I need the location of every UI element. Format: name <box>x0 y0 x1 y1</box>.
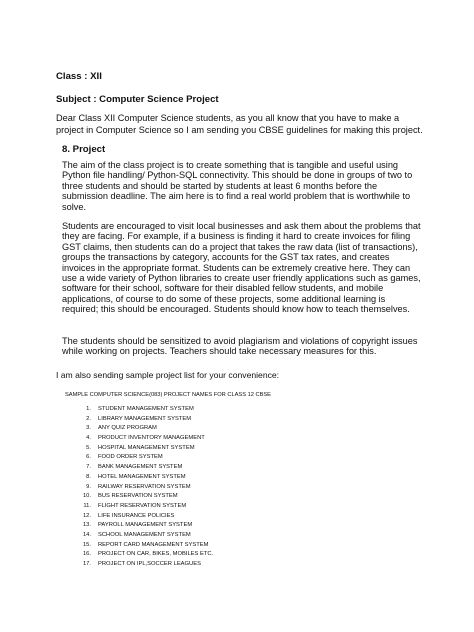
list-item <box>77 531 213 541</box>
list-item-number: 15. <box>82 541 91 548</box>
list-item-number: 17. <box>82 561 91 567</box>
list-item <box>77 453 213 463</box>
list-item <box>77 492 213 502</box>
list-item <box>77 463 213 473</box>
list-item-label: HOTEL MANAGEMENT SYSTEM <box>98 473 186 480</box>
list-item-label: REPORT CARD MANAGEMENT SYSTEM <box>98 541 209 548</box>
list-item-label: BUS RESERVATION SYSTEM <box>98 493 178 500</box>
list-item-number: 11. <box>83 502 91 509</box>
list-item-number: 14. <box>82 531 91 538</box>
list-item-number: 6. <box>86 454 91 461</box>
list-item-label: LIBRARY MANAGEMENT SYSTEM <box>98 415 192 422</box>
project-paragraph-encouragement: Students are encouraged to visit local businesses and ask them about the problems that they are facing. For example, if a business is finding it hard to create invoices for filing GST claims, then students can do a project that takes the raw data (list of transactions), groups the transactions by category, accounts for the GST tax rates, and creates invoices in the appropriate format. Students can be extremely creative here. They can use a wide variety of Python libraries to create user friendly applications such as games, software for their school, software for their disabled fellow students, and mobile applications, of course to do some of these projects, some additional learning is required; this should be encouraged. Students should know how to teach themselves. <box>62 221 421 315</box>
intro-paragraph: Dear Class XII Computer Science students, as you all know that you have to make a project in Computer Science so I am sending you CBSE guidelines for making this project. <box>56 113 423 136</box>
class-heading: Class : XII <box>56 71 102 82</box>
project-section-heading: 8. Project <box>62 144 106 155</box>
list-item <box>77 434 213 444</box>
list-item-number: 13. <box>82 522 91 529</box>
list-item <box>77 483 213 493</box>
list-item <box>77 424 213 434</box>
list-item-label: PRODUCT INVENTORY MANAGEMENT <box>98 435 205 442</box>
list-item-number: 16. <box>82 551 91 558</box>
list-item-number: 12. <box>82 512 91 519</box>
sample-list-intro: I am also sending sample project list for your convenience: <box>56 370 280 380</box>
list-item-label: STUDENT MANAGEMENT SYSTEM <box>98 406 194 412</box>
list-item-number: 3. <box>86 425 91 432</box>
list-item <box>77 512 213 522</box>
list-item <box>77 502 213 512</box>
list-item <box>77 415 213 425</box>
list-item-label: LIFE INSURANCE POLICIES <box>98 512 175 519</box>
list-item-number: 8. <box>86 473 91 480</box>
list-item-label: PROJECT ON CAR, BIKES, MOBILES ETC. <box>98 551 214 558</box>
list-item-number: 10. <box>82 493 91 500</box>
list-item <box>77 521 213 531</box>
list-item-label: SCHOOL MANAGEMENT SYSTEM <box>98 531 191 538</box>
list-item <box>77 550 213 560</box>
list-item <box>77 444 213 454</box>
list-item-number: 9. <box>86 483 91 490</box>
project-paragraph-plagiarism: The students should be sensitized to avoid plagiarism and violations of copyright issues while working on projects. Teachers should take necessary measures for this. <box>62 336 418 357</box>
project-paragraph-aim: The aim of the class project is to create something that is tangible and useful using Python file handling/ Python-SQL connectivity. This should be done in groups of two to three students and should be started by students at least 6 months before the submission deadline. The aim here is to find a real world problem that is worthwhile to solve. <box>62 160 413 212</box>
list-item-label: ANY QUIZ PROGRAM <box>98 425 157 432</box>
list-item-label: FOOD ORDER SYSTEM <box>98 454 163 461</box>
list-item-number: 4. <box>86 435 91 442</box>
list-item-label: PAYROLL MANAGEMENT SYSTEM <box>98 522 193 529</box>
list-item-label: FLIGHT RESERVATION SYSTEM <box>98 502 187 509</box>
subject-heading: Subject : Computer Science Project <box>56 94 219 105</box>
list-item <box>77 473 213 483</box>
list-item-label: RAILWAY RESERVATION SYSTEM <box>98 483 191 490</box>
list-item-label: PROJECT ON IPL,SOCCER LEAGUES <box>98 561 201 567</box>
list-item-number: 7. <box>86 464 91 471</box>
list-item-number: 1. <box>86 406 91 412</box>
list-item <box>77 541 213 551</box>
list-item-number: 5. <box>86 444 91 451</box>
list-item-number: 2. <box>86 415 91 422</box>
list-item <box>77 560 213 570</box>
list-item-label: BANK MANAGEMENT SYSTEM <box>98 464 183 471</box>
list-item <box>77 405 213 415</box>
project-list <box>77 405 213 570</box>
list-item-label: HOSPITAL MANAGEMENT SYSTEM <box>98 444 195 451</box>
sample-list-title: SAMPLE COMPUTER SCIENCE(083) PROJECT NAMES FOR CLASS 12 CBSE <box>65 392 271 398</box>
